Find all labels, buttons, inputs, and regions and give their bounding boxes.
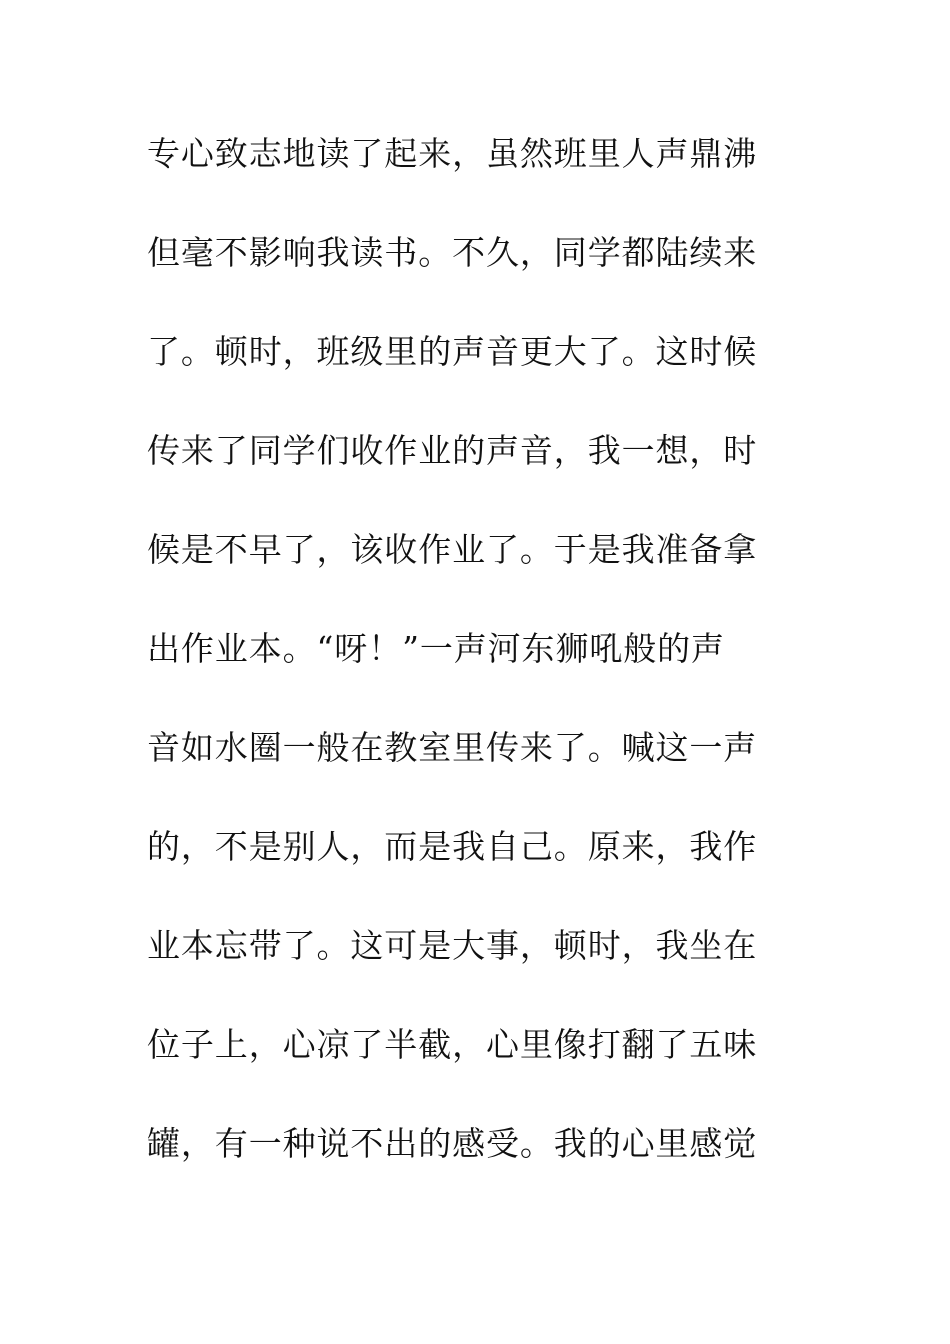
text-line-7: 音如水圈一般在教室里传来了。喊这一声	[147, 728, 758, 767]
text-line-10: 位子上，心凉了半截，心里像打翻了五味	[147, 1025, 758, 1064]
text-line-1: 专心致志地读了起来，虽然班里人声鼎沸	[147, 134, 758, 173]
text-line-8: 的，不是别人，而是我自己。原来，我作	[147, 827, 758, 866]
body-text	[147, 128, 807, 1217]
text-line-5: 候是不早了，该收作业了。于是我准备拿	[147, 530, 758, 569]
text-line-4: 传来了同学们收作业的声音，我一想，时	[147, 431, 758, 470]
text-line-9: 业本忘带了。这可是大事，顿时，我坐在	[147, 926, 758, 965]
text-line-2: 但毫不影响我读书。不久，同学都陆续来	[147, 233, 758, 272]
text-line-6: 出作业本。“呀！”一声河东狮吼般的声	[147, 629, 725, 668]
text-line-11: 罐，有一种说不出的感受。我的心里感觉	[147, 1124, 758, 1163]
text-line-3: 了。顿时，班级里的声音更大了。这时候	[147, 332, 758, 371]
